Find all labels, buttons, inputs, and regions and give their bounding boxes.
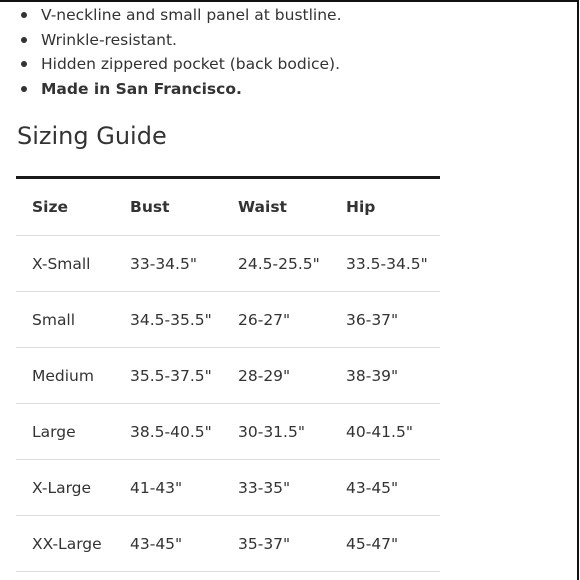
cell-size: Medium [16,348,130,404]
cell-bust: 34.5-35.5" [130,292,238,348]
cell-waist: 28-29" [238,348,346,404]
header-size: Size [16,178,130,236]
cell-bust: 33-34.5" [130,236,238,292]
cell-bust: 38.5-40.5" [130,404,238,460]
cell-waist: 33-35" [238,460,346,516]
feature-item [18,3,342,28]
cell-size: X-Large [16,460,130,516]
cell-waist: 30-31.5" [238,404,346,460]
table-row [16,404,440,460]
sizing-table [16,176,440,572]
feature-list [18,3,342,101]
feature-item [18,28,342,53]
cell-hip: 45-47" [346,516,440,572]
table-row [16,460,440,516]
feature-text: Hidden zippered pocket (back bodice). [41,55,341,73]
cell-hip: 43-45" [346,460,440,516]
header-bust: Bust [130,178,238,236]
bullet-icon [21,12,27,18]
header-hip: Hip [346,178,440,236]
table-header-row [16,178,440,236]
table-row [16,516,440,572]
bullet-icon [21,61,27,67]
cell-size: Large [16,404,130,460]
feature-text: Made in San Francisco. [41,79,242,98]
cell-waist: 26-27" [238,292,346,348]
cell-hip: 38-39" [346,348,440,404]
bullet-icon [21,86,27,92]
cell-hip: 36-37" [346,292,440,348]
table-row [16,292,440,348]
cell-hip: 33.5-34.5" [346,236,440,292]
cell-size: Small [16,292,130,348]
table-row [16,236,440,292]
bullet-icon [21,37,27,43]
cell-size: XX-Large [16,516,130,572]
table-row [16,348,440,404]
feature-text: Wrinkle-resistant. [41,30,177,49]
cell-bust: 43-45" [130,516,238,572]
feature-text: V-neckline and small panel at bustline. [41,6,342,24]
cell-waist: 35-37" [238,516,346,572]
sizing-guide-title: Sizing Guide [17,122,167,150]
cell-bust: 35.5-37.5" [130,348,238,404]
cell-hip: 40-41.5" [346,404,440,460]
feature-item [18,77,342,102]
cell-bust: 41-43" [130,460,238,516]
cell-size: X-Small [16,236,130,292]
header-waist: Waist [238,178,346,236]
cell-waist: 24.5-25.5" [238,236,346,292]
feature-item [18,52,342,77]
